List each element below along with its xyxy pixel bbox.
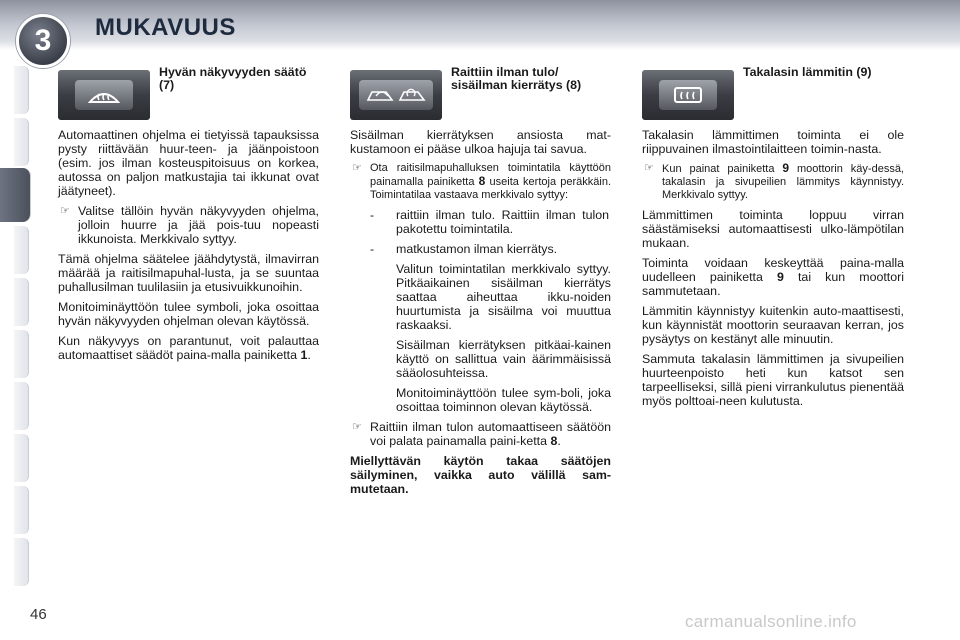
chapter-tabs	[0, 56, 34, 580]
indented-paragraph: Monitoiminäyttöön tulee sym-boli, joka osoittaa toiminnon olevan käytössä.	[396, 386, 611, 414]
chapter-badge: 3	[16, 14, 70, 68]
paragraph: Monitoiminäyttöön tulee symboli, joka osoittaa hyvän näkyvyyden ohjelman olevan käytössä.	[58, 300, 319, 328]
indented-paragraph: Valitun toimintatilan merkkivalo syttyy. Pitkäaikainen sisäilman kierrätys saattaa aiheuttaa ikku-noiden huurtumista ja sisäilma voi muuttua raskaaksi.	[396, 262, 611, 332]
bullet-item: ☞ Raittiin ilman tulon automaattiseen säätöön voi palata painamalla paini-ketta 8.	[352, 420, 611, 448]
paragraph: Takalasin lämmittimen toiminta ei ole riippuvainen ilmastointilaitteen toimin-nasta.	[642, 128, 904, 156]
chapter-title: MUKAVUUS	[95, 14, 236, 41]
air-recirculation-icon	[359, 80, 433, 110]
page-number: 46	[30, 606, 47, 623]
paragraph: Tämä ohjelma säätelee jäähdytystä, ilmavirran määrää ja raitisilmapuhal-lusta, ja se suuntaa puhallusilman tuulilasiin ja etusivuikkunoihin.	[58, 252, 319, 294]
section-title: Hyvän näkyvyyden säätö (7)	[159, 65, 307, 92]
paragraph: Sisäilman kierrätyksen ansiosta mat-kustamoon ei pääse ulkoa hajuja tai savua.	[350, 128, 611, 156]
section-header	[350, 66, 611, 120]
chapter-tab[interactable]	[14, 434, 29, 482]
section-visibility	[58, 66, 319, 368]
chapter-tab[interactable]	[14, 330, 29, 378]
paragraph: Kun näkyvyys on parantunut, voit palauttaa automaattiset säädöt paina-malla painiketta 1.	[58, 334, 319, 362]
bullet-item: ☞ Ota raitisilmapuhalluksen toimintatila käyttöön painamalla painiketta 8 useita kertoja peräkkäin. Toimintatilaa vastaava merkkivalo syttyy:	[352, 162, 611, 201]
watermark: carmanualsonline.info	[685, 612, 857, 631]
chapter-tab[interactable]	[14, 118, 29, 166]
section-recirculation	[350, 66, 611, 502]
chapter-tab[interactable]	[14, 226, 29, 274]
paragraph: Toiminta voidaan keskeyttää paina-malla uudelleen painiketta 9 tai kun moottori sammutetaan.	[642, 256, 905, 298]
control-thumbnail	[642, 70, 734, 120]
section-title: Raittiin ilman tulo/ sisäilman kierrätys (8)	[451, 65, 582, 92]
pointing-hand-icon: ☞	[644, 162, 654, 174]
dash-item: - raittiin ilman tulo. Raittiin ilman tulon pakotettu toimintatila.	[370, 208, 609, 236]
section-header	[58, 66, 319, 120]
indented-paragraph: Sisäilman kierrätyksen pitkäai-kainen käyttö on sallittua vain äärimmäisissä sääolosuhteissa.	[396, 338, 611, 380]
pointing-hand-icon: ☞	[352, 421, 362, 433]
control-thumbnail	[58, 70, 150, 120]
bullet-text: Valitse tällöin hyvän näkyvyyden ohjelma, jolloin huurre ja jää pois-tuu nopeasti ikkunoista. Merkkivalo syttyy.	[78, 204, 319, 246]
bullet-item	[58, 204, 319, 246]
paragraph: Sammuta takalasin lämmittimen ja sivupeilien huurteenpoisto heti kun katsot sen tarpeelliseksi, sillä pieni virrankulutus pienentää myös polttoai-neen kulutusta.	[642, 352, 904, 408]
chapter-tab[interactable]	[14, 278, 29, 326]
section-title: Takalasin lämmitin (9)	[743, 65, 872, 79]
chapter-tab[interactable]	[14, 538, 29, 586]
pointing-hand-icon: ☞	[60, 205, 70, 217]
section-header	[642, 66, 904, 120]
paragraph: Automaattinen ohjelma ei tietyissä tapauksissa pysty riittävään huur-teen- ja jäänpoistoon (esim. jos ilman kosteuspitoisuus on korkea, autossa on paljon matkustajia tai ikkunat ovat jäätyneet).	[58, 128, 319, 198]
paragraph: Lämmitin käynnistyy kuitenkin auto-maattisesti, kun käynnistät moottorin seuraavan kerran, jos pysäytys on kestänyt alle minuutin.	[642, 304, 904, 346]
bold-note: Miellyttävän käytön takaa säätöjen säilyminen, vaikka auto välillä sam-mutetaan.	[350, 454, 611, 496]
paragraph: Lämmittimen toiminta loppuu virran säästämiseksi automaattisesti ulko-lämpötilan mukaan.	[642, 208, 904, 250]
chapter-tab[interactable]	[14, 382, 29, 430]
bullet-item: ☞ Kun painat painiketta 9 moottorin käy-dessä, takalasin ja sivupeilien lämmitys käynnistyy. Merkkivalo syttyy.	[644, 161, 904, 201]
pointing-hand-icon: ☞	[352, 162, 362, 174]
chapter-tab[interactable]	[14, 66, 29, 114]
control-thumbnail	[350, 70, 442, 120]
rear-window-heater-icon	[659, 80, 717, 110]
dash-item: - matkustamon ilman kierrätys.	[370, 242, 558, 256]
chapter-tab-active[interactable]	[0, 168, 31, 222]
chapter-tab[interactable]	[14, 486, 29, 534]
section-rear-heater	[642, 66, 904, 414]
windscreen-demist-icon	[75, 80, 133, 110]
